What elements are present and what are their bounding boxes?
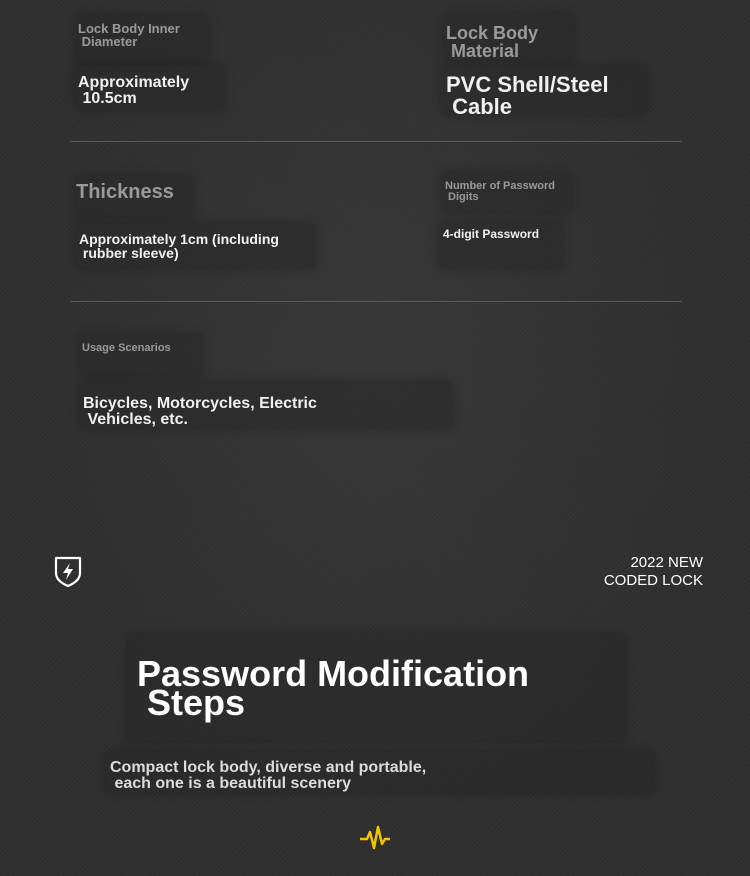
brand-line-1: 2022 NEW (630, 554, 703, 571)
usage-value: Bicycles, Motorcycles, Electric Vehicles, etc. (83, 395, 317, 428)
shield-bolt-icon (53, 555, 83, 587)
thickness-label: Thickness (76, 181, 174, 203)
usage-label-box (80, 334, 202, 374)
usage-label: Usage Scenarios (82, 342, 171, 354)
divider-1 (70, 141, 682, 142)
material-label: Lock Body Material (446, 23, 539, 61)
section-title: Password Modification Steps (137, 653, 530, 723)
divider-2 (70, 301, 682, 302)
brand-badge (604, 554, 703, 590)
digits-label: Number of Password Digits (445, 180, 556, 203)
material-value: PVC Shell/Steel Cable (446, 72, 609, 119)
thickness-value: Approximately 1cm (including rubber sleeve) (79, 231, 279, 261)
section-subtitle: Compact lock body, diverse and portable, each one is a beautiful scenery (110, 759, 427, 792)
inner-diameter-value: Approximately 10.5cm (78, 74, 190, 107)
inner-diameter-label: Lock Body Inner Diameter (78, 21, 180, 49)
digits-value: 4-digit Password (443, 227, 540, 241)
pulse-icon (360, 824, 390, 852)
brand-line-2: CODED LOCK (603, 572, 703, 589)
